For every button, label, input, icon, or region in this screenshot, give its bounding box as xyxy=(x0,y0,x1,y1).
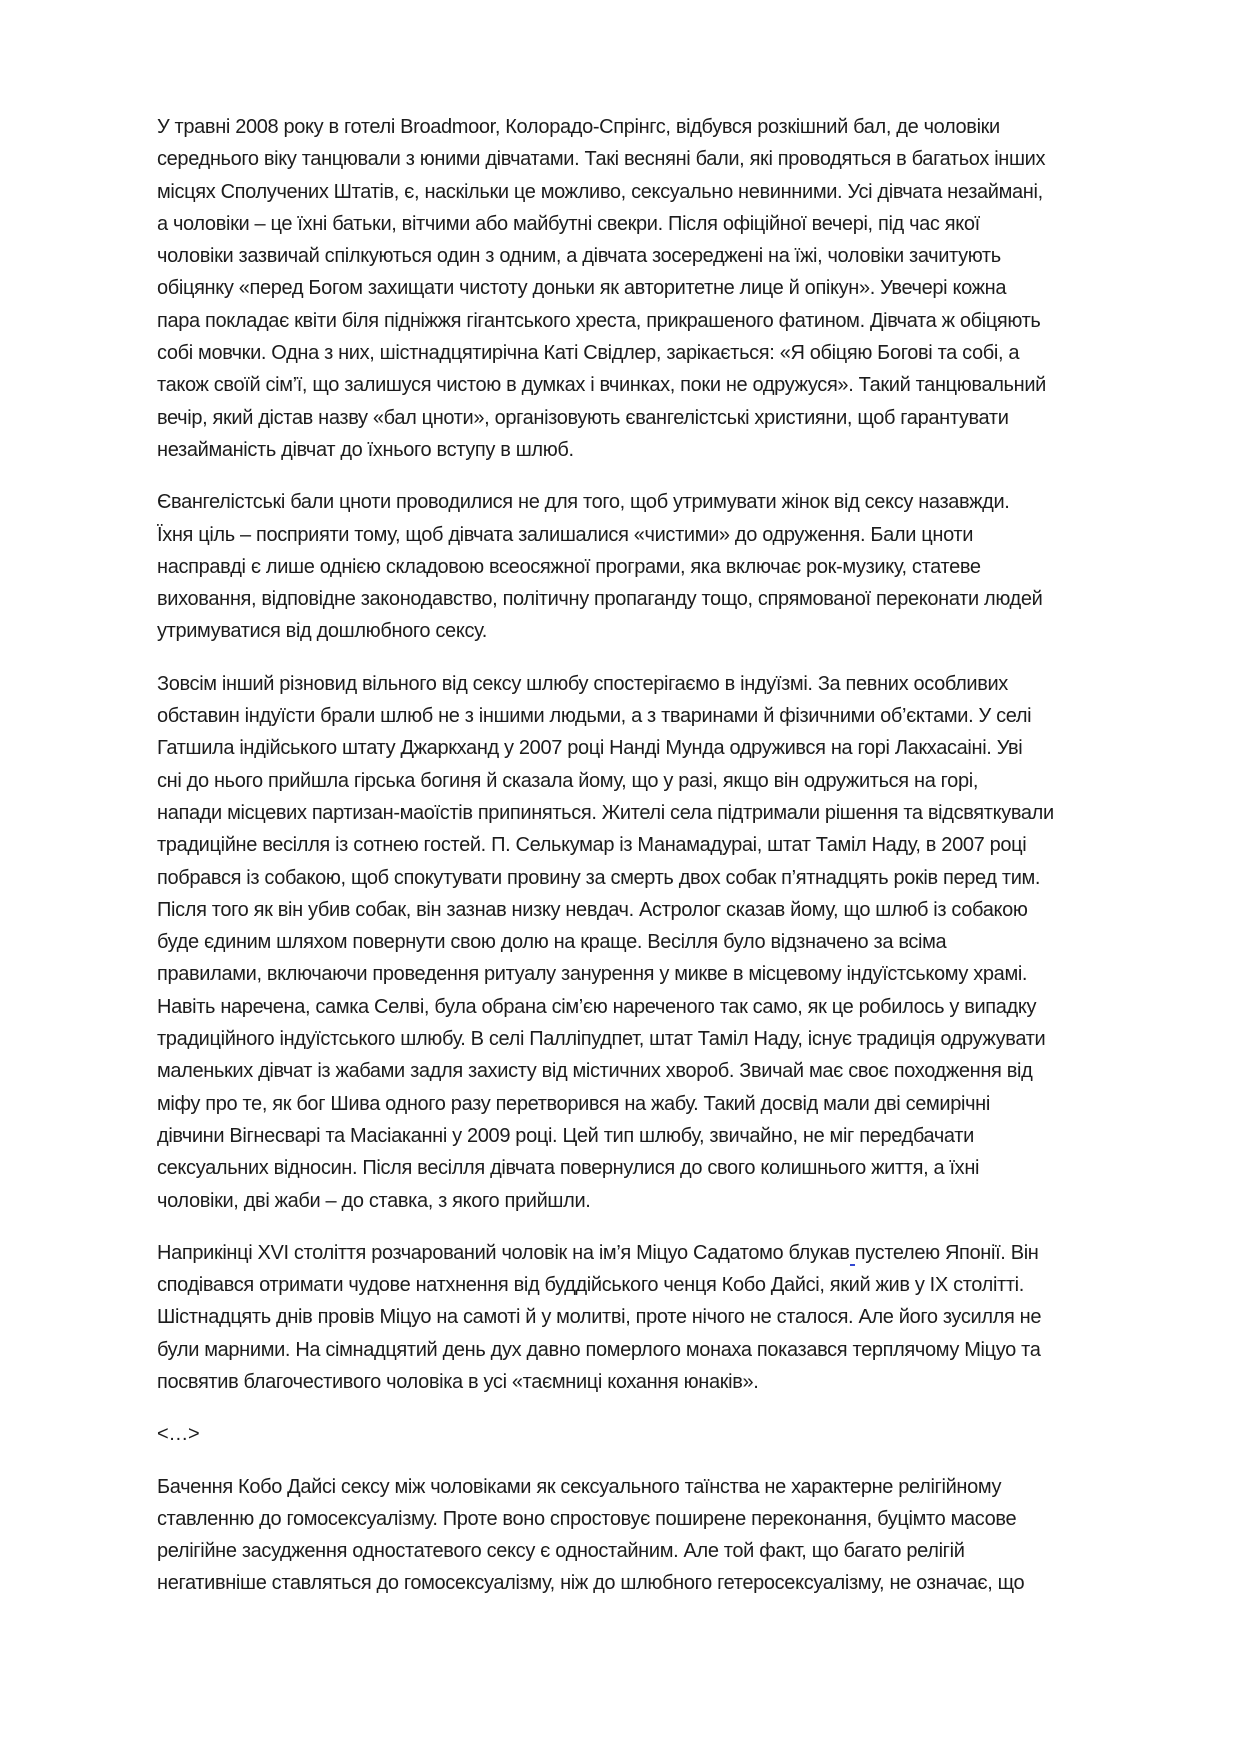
text-line: насправді є лише однією складовою всеосяжної програми, яка включає рок-музику, статеве xyxy=(157,555,981,578)
paragraph-1 xyxy=(157,111,1177,466)
text-line: а чоловіки – це їхні батьки, вітчими або майбутні свекри. Після офіційної вечері, під час якої xyxy=(157,212,980,235)
text-line: сексуальних відносин. Після весілля дівчата повернулися до свого колишнього життя, а їхні xyxy=(157,1157,980,1180)
text-line: традиційне весілля із сотнею гостей. П. Селькумар із Манамадураі, штат Таміл Наду, в 2007 році xyxy=(157,834,1027,857)
text-line: чоловіки, дві жаби – до ставка, з якого прийшли. xyxy=(157,1189,591,1212)
text-line: Бачення Кобо Дайсі сексу між чоловіками як сексуального таїнства не характерне релігійному xyxy=(157,1475,1002,1498)
text-line: напади місцевих партизан-маоїстів припиняться. Жителі села підтримали рішення та відсвяткували xyxy=(157,801,1054,824)
text-line: були марними. На сімнадцятий день дух давно померлого монаха показався терплячому Міцуо та xyxy=(157,1338,1041,1361)
text-line: сподівався отримати чудове натхнення від буддійського ченця Кобо Дайсі, який жив у IX столітті. xyxy=(157,1274,1024,1297)
text-line: дівчини Вігнесварі та Масіаканні у 2009 році. Цей тип шлюбу, звичайно, не міг передбачати xyxy=(157,1124,974,1147)
text-line: правилами, включаючи проведення ритуалу занурення у микве в місцевому індуїстському храмі. xyxy=(157,963,1028,986)
text-line: незайманість дівчат до їхнього вступу в шлюб. xyxy=(157,438,574,461)
paragraph-6 xyxy=(157,1471,1177,1600)
omission-separator xyxy=(157,1418,1177,1450)
text-line: міфу про те, як бог Шива одного разу перетворився на жабу. Такий досвід мали дві семирічні xyxy=(157,1092,990,1115)
text-line: сні до нього прийшла гірська богиня й сказала йому, що у разі, якщо він одружиться на горі, xyxy=(157,769,979,792)
text-line: вечір, який дістав назву «бал цноти», організовують євангелістські християни, щоб гарантувати xyxy=(157,406,1009,429)
text-line: Шістнадцять днів провів Міцуо на самоті й у молитві, проте нічого не сталося. Але його зусилля не xyxy=(157,1306,1042,1329)
text-line: У травні 2008 року в готелі Broadmoor, Колорадо-Спрінгс, відбувся розкішний бал, де чоловіки xyxy=(157,116,1000,138)
text-line: ставленню до гомосексуалізму. Проте воно спростовує поширене переконання, буцімто масове xyxy=(157,1507,1017,1530)
text-line: також своїй сім’ї, що залишуся чистою в думках і вчинках, поки не одружуся». Такий танцювальний xyxy=(157,374,1046,397)
text-line: релігійне засудження одностатевого сексу є одностайним. Але той факт, що багато релігій xyxy=(157,1540,965,1563)
text-line: Після того як він убив собак, він зазнав низку невдач. Астролог сказав йому, що шлюб із собакою xyxy=(157,898,1028,921)
paragraph-3 xyxy=(157,668,1177,1217)
text-line: утримуватися від дошлюбного сексу. xyxy=(157,620,487,643)
text-line: Зовсім інший різновид вільного від сексу шлюбу спостерігаємо в індуїзмі. За певних особливих xyxy=(157,672,1008,695)
text-line: чоловіки зазвичай спілкуються один з одним, а дівчата зосереджені на їжі, чоловіки зачитують xyxy=(157,245,1001,268)
text-line: буде єдиним шляхом повернути свою долю на краще. Весілля було відзначено за всіма xyxy=(157,931,947,954)
text-line: традиційного індуїстського шлюбу. В селі Палліпудпет, штат Таміл Наду, існує традиція одружувати xyxy=(157,1028,1046,1051)
text-line: <…> xyxy=(157,1423,200,1446)
text-line: Навіть наречена, самка Селві, була обрана сім’єю нареченого так само, як це робилось у випадку xyxy=(157,995,1037,1018)
text-line: собі мовчки. Одна з них, шістнадцятирічна Каті Свідлер, зарікається: «Я обіцяю Богові та собі, а xyxy=(157,342,1020,365)
text-line: обставин індуїсти брали шлюб не з іншими людьми, а з тваринами й фізичними об’єктами. У селі xyxy=(157,705,1032,728)
paragraph-2 xyxy=(157,486,1177,647)
paragraph-4 xyxy=(157,1237,1177,1398)
text-line: місцях Сполучених Штатів, є, наскільки це можливо, сексуально невинними. Усі дівчата незаймані, xyxy=(157,180,1043,203)
text-line: пара покладає квіти біля підніжжя гігантського хреста, прикрашеного фатином. Дівчата ж обіцяють xyxy=(157,309,1041,332)
text-line: Наприкінці XVI століття розчарований чоловік на ім’я Міцуо Садатомо блукав пустелею Японії. Він xyxy=(157,1241,1039,1264)
text-line: маленьких дівчат із жабами задля захисту від містичних хвороб. Звичай має своє походження від xyxy=(157,1060,1033,1083)
grammar-check-underline xyxy=(850,1242,855,1266)
text-line: Їхня ціль – посприяти тому, щоб дівчата залишалися «чистими» до одруження. Бали цноти xyxy=(157,523,974,546)
document-body xyxy=(157,111,1177,1620)
text-line: побрався із собакою, щоб спокутувати провину за смерть двох собак п’ятнадцять років перед тим. xyxy=(157,866,1041,889)
text-line: Гатшила індійського штату Джаркханд у 2007 році Нанді Мунда одружився на горі Лакхасаіні. Уві xyxy=(157,737,1023,760)
text-line: посвятив благочестивого чоловіка в усі «таємниці кохання юнаків». xyxy=(157,1370,759,1393)
text-line: Євангелістські бали цноти проводилися не для того, щоб утримувати жінок від сексу назавжди. xyxy=(157,491,1010,514)
text-line: обіцянку «перед Богом захищати чистоту доньки як авторитетне лице й опікун». Увечері кожна xyxy=(157,277,1007,300)
text-line: середнього віку танцювали з юними дівчатами. Такі весняні бали, які проводяться в багатьох інших xyxy=(157,148,1046,171)
text-line: виховання, відповідне законодавство, політичну пропаганду тощо, спрямованої переконати людей xyxy=(157,588,1043,611)
text-line: негативніше ставляться до гомосексуалізму, ніж до шлюбного гетеросексуалізму, не означає, що xyxy=(157,1572,1025,1595)
